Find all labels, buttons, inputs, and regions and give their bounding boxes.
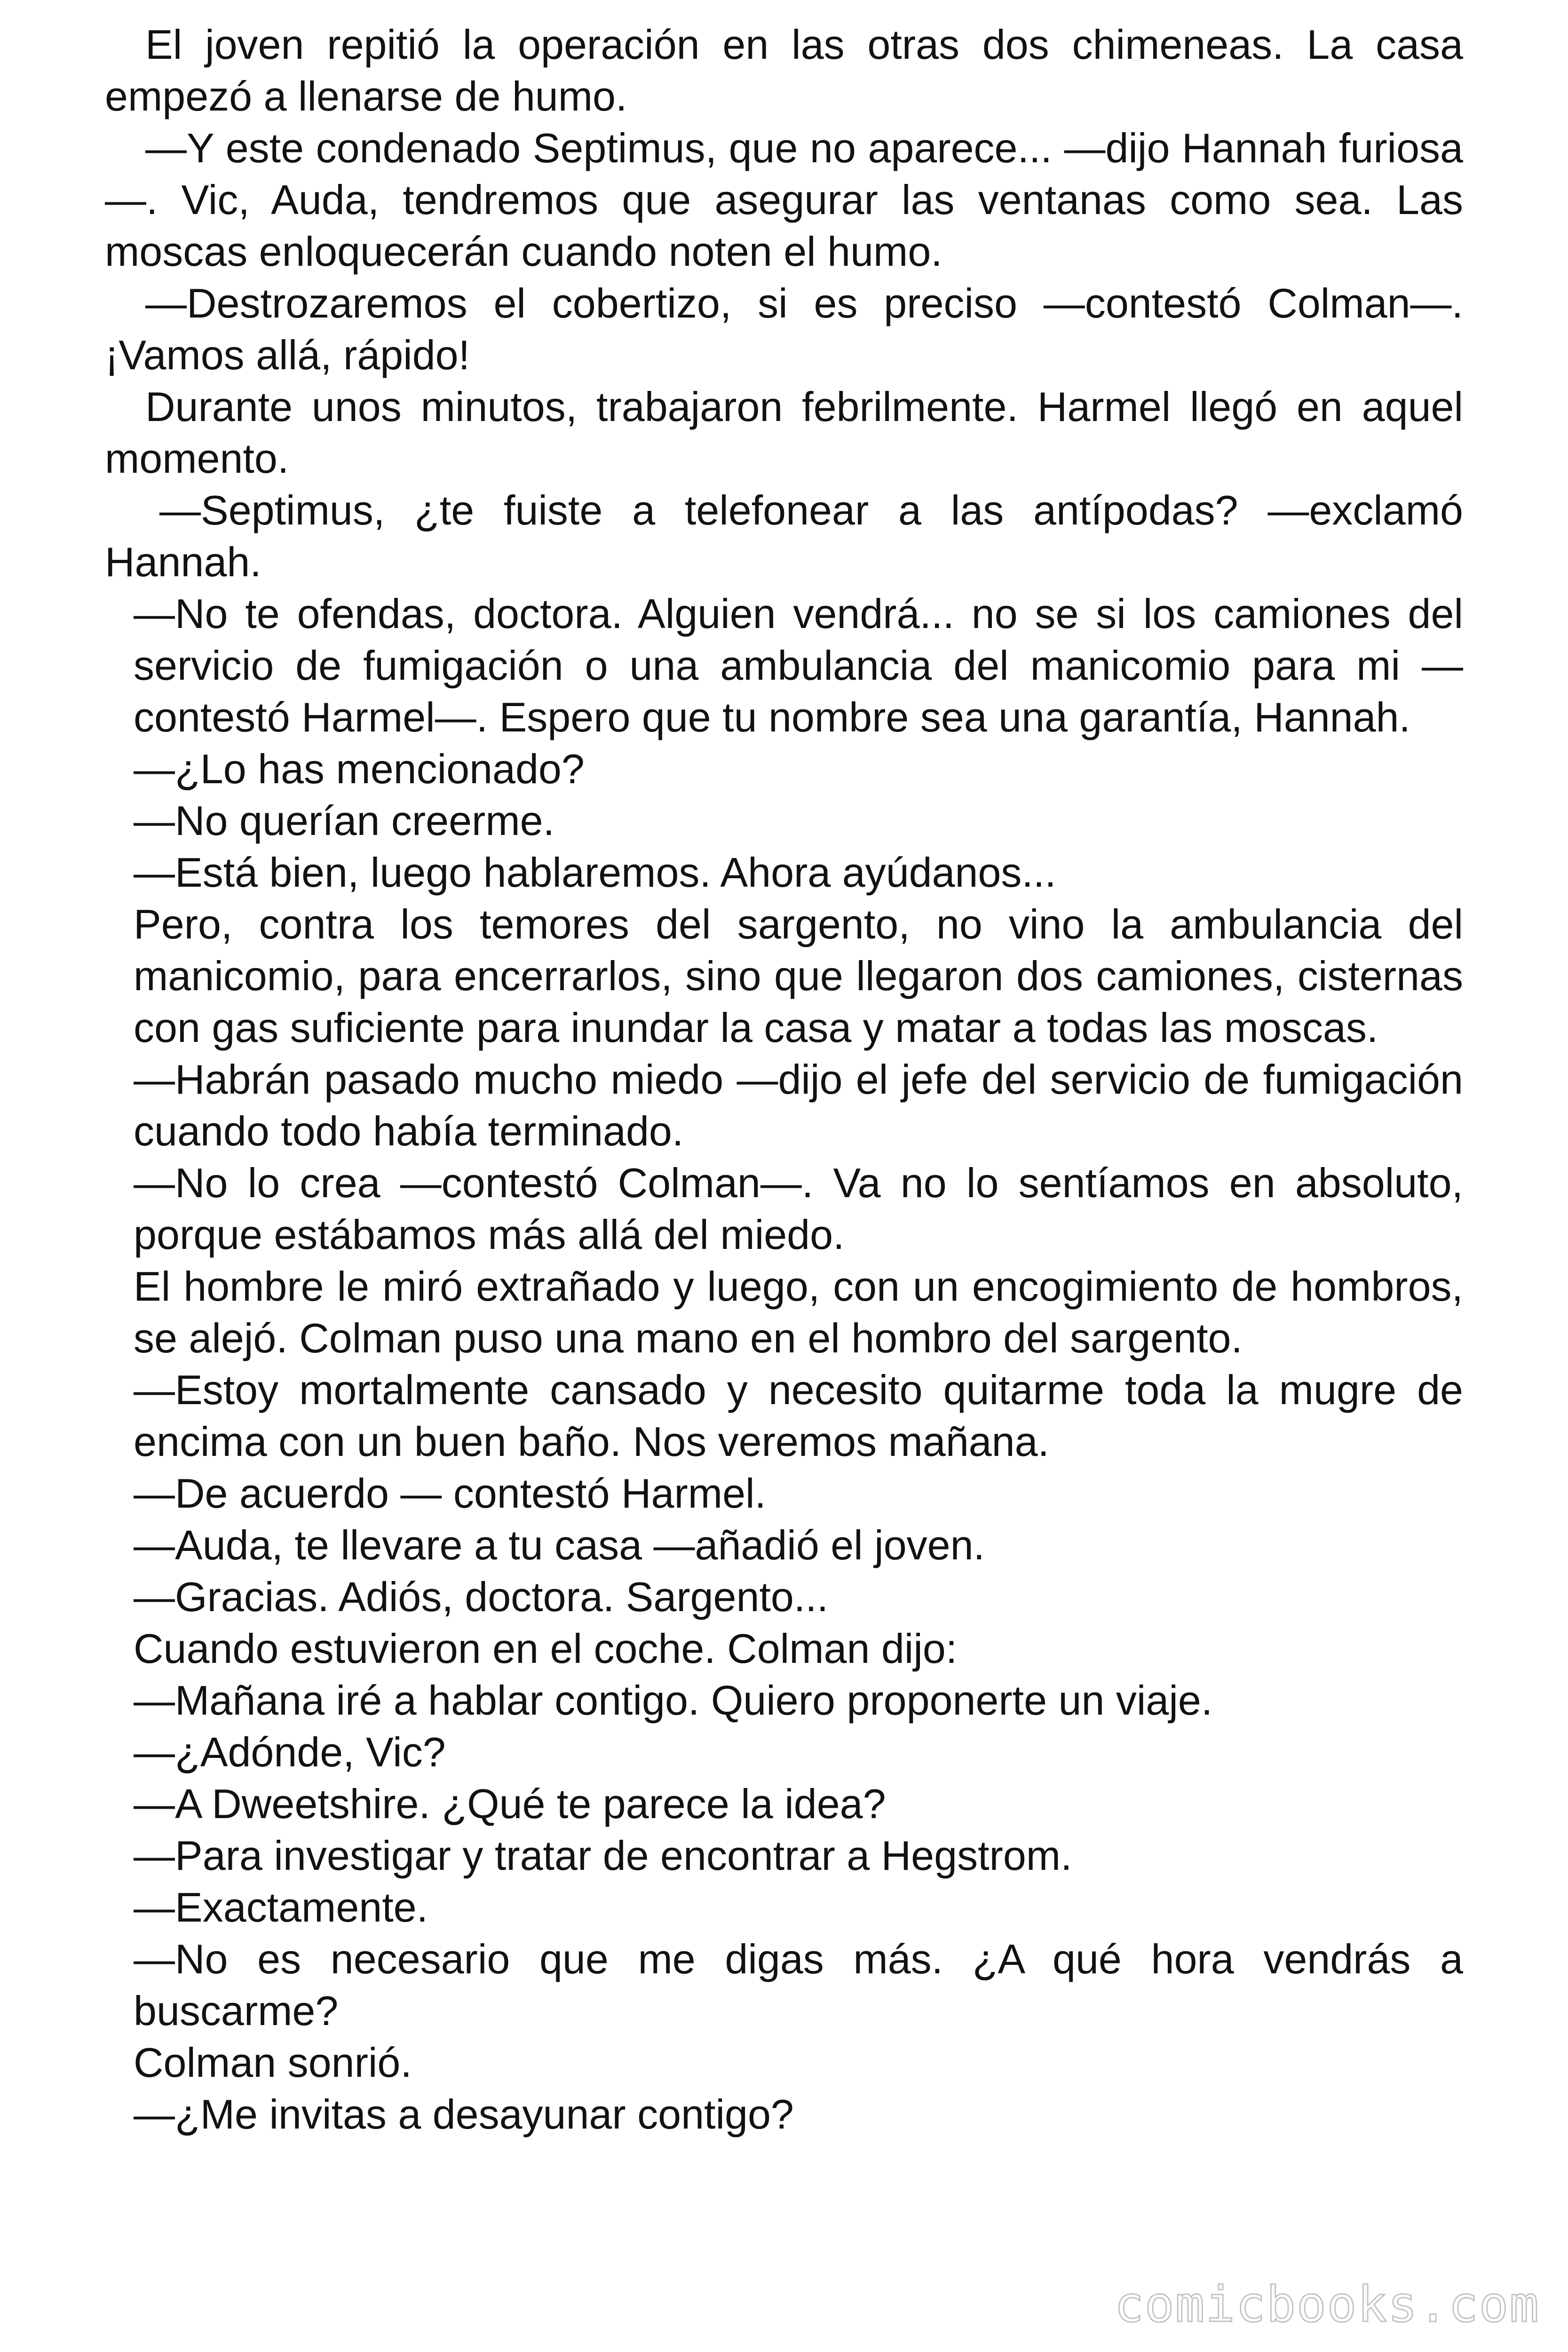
paragraph: —Para investigar y tratar de encontrar a Hegstrom. — [134, 1832, 1072, 1879]
paragraph: —Estoy mortalmente cansado y necesito quitarme toda la mugre de encima con un buen baño. Nos veremos mañana. — [134, 1367, 1463, 1465]
paragraph: —Septimus, ¿te fuiste a telefonear a las antípodas? —exclamó Hannah. — [105, 487, 1463, 585]
paragraph: —¿Adónde, Vic? — [134, 1729, 446, 1775]
paragraph: —¿Lo has mencionado? — [134, 746, 585, 792]
paragraph: —No es necesario que me digas más. ¿A qué hora vendrás a buscarme? — [134, 1936, 1463, 2034]
paragraph: —No querían creerme. — [134, 797, 555, 844]
paragraph: —Gracias. Adiós, doctora. Sargento... — [134, 1573, 829, 1620]
paragraph: —Destrozaremos el cobertizo, si es preciso —contestó Colman—. ¡Vamos allá, rápido! — [105, 280, 1463, 378]
paragraph: Cuando estuvieron en el coche. Colman dijo: — [134, 1625, 958, 1672]
page-text — [105, 19, 1463, 2140]
paragraph: —Mañana iré a hablar contigo. Quiero proponerte un viaje. — [134, 1677, 1213, 1724]
paragraph: Colman sonrió. — [134, 2039, 412, 2086]
paragraph: Pero, contra los temores del sargento, no vino la ambulancia del manicomio, para encerrarlos, sino que llegaron dos camiones, cisternas con gas suficiente para inundar la casa y matar a todas las moscas. — [134, 901, 1463, 1051]
paragraph: El joven repitió la operación en las otras dos chimeneas. La casa empezó a llenarse de humo. — [105, 21, 1463, 119]
paragraph: Durante unos minutos, trabajaron febrilmente. Harmel llegó en aquel momento. — [105, 383, 1463, 482]
paragraph: —Está bien, luego hablaremos. Ahora ayúdanos... — [134, 849, 1056, 896]
paragraph: —Auda, te llevare a tu casa —añadió el joven. — [134, 1522, 985, 1568]
paragraph: —Habrán pasado mucho miedo —dijo el jefe del servicio de fumigación cuando todo había terminado. — [134, 1056, 1463, 1154]
paragraph: —No te ofendas, doctora. Alguien vendrá... no se si los camiones del servicio de fumigación o una ambulancia del manicomio para mi — contestó Harmel—. Espero que tu nombre sea una garantía, Hannah. — [134, 590, 1463, 740]
paragraph: —A Dweetshire. ¿Qué te parece la idea? — [134, 1780, 886, 1827]
paragraph: —No lo crea —contestó Colman—. Va no lo sentíamos en absoluto, porque estábamos más allá del miedo. — [134, 1160, 1463, 1258]
paragraph: —¿Me invitas a desayunar contigo? — [134, 2091, 794, 2137]
paragraph: —Exactamente. — [134, 1884, 428, 1931]
paragraph: —De acuerdo — contestó Harmel. — [134, 1470, 767, 1517]
watermark: comicbooks.com — [1114, 2276, 1540, 2333]
paragraph: El hombre le miró extrañado y luego, con un encogimiento de hombros, se alejó. Colman puso una mano en el hombro del sargento. — [134, 1263, 1463, 1361]
paragraph: —Y este condenado Septimus, que no aparece... —dijo Hannah furiosa—. Vic, Auda, tendremos que asegurar las ventanas como sea. Las moscas enloquecerán cuando noten el humo. — [105, 125, 1463, 275]
